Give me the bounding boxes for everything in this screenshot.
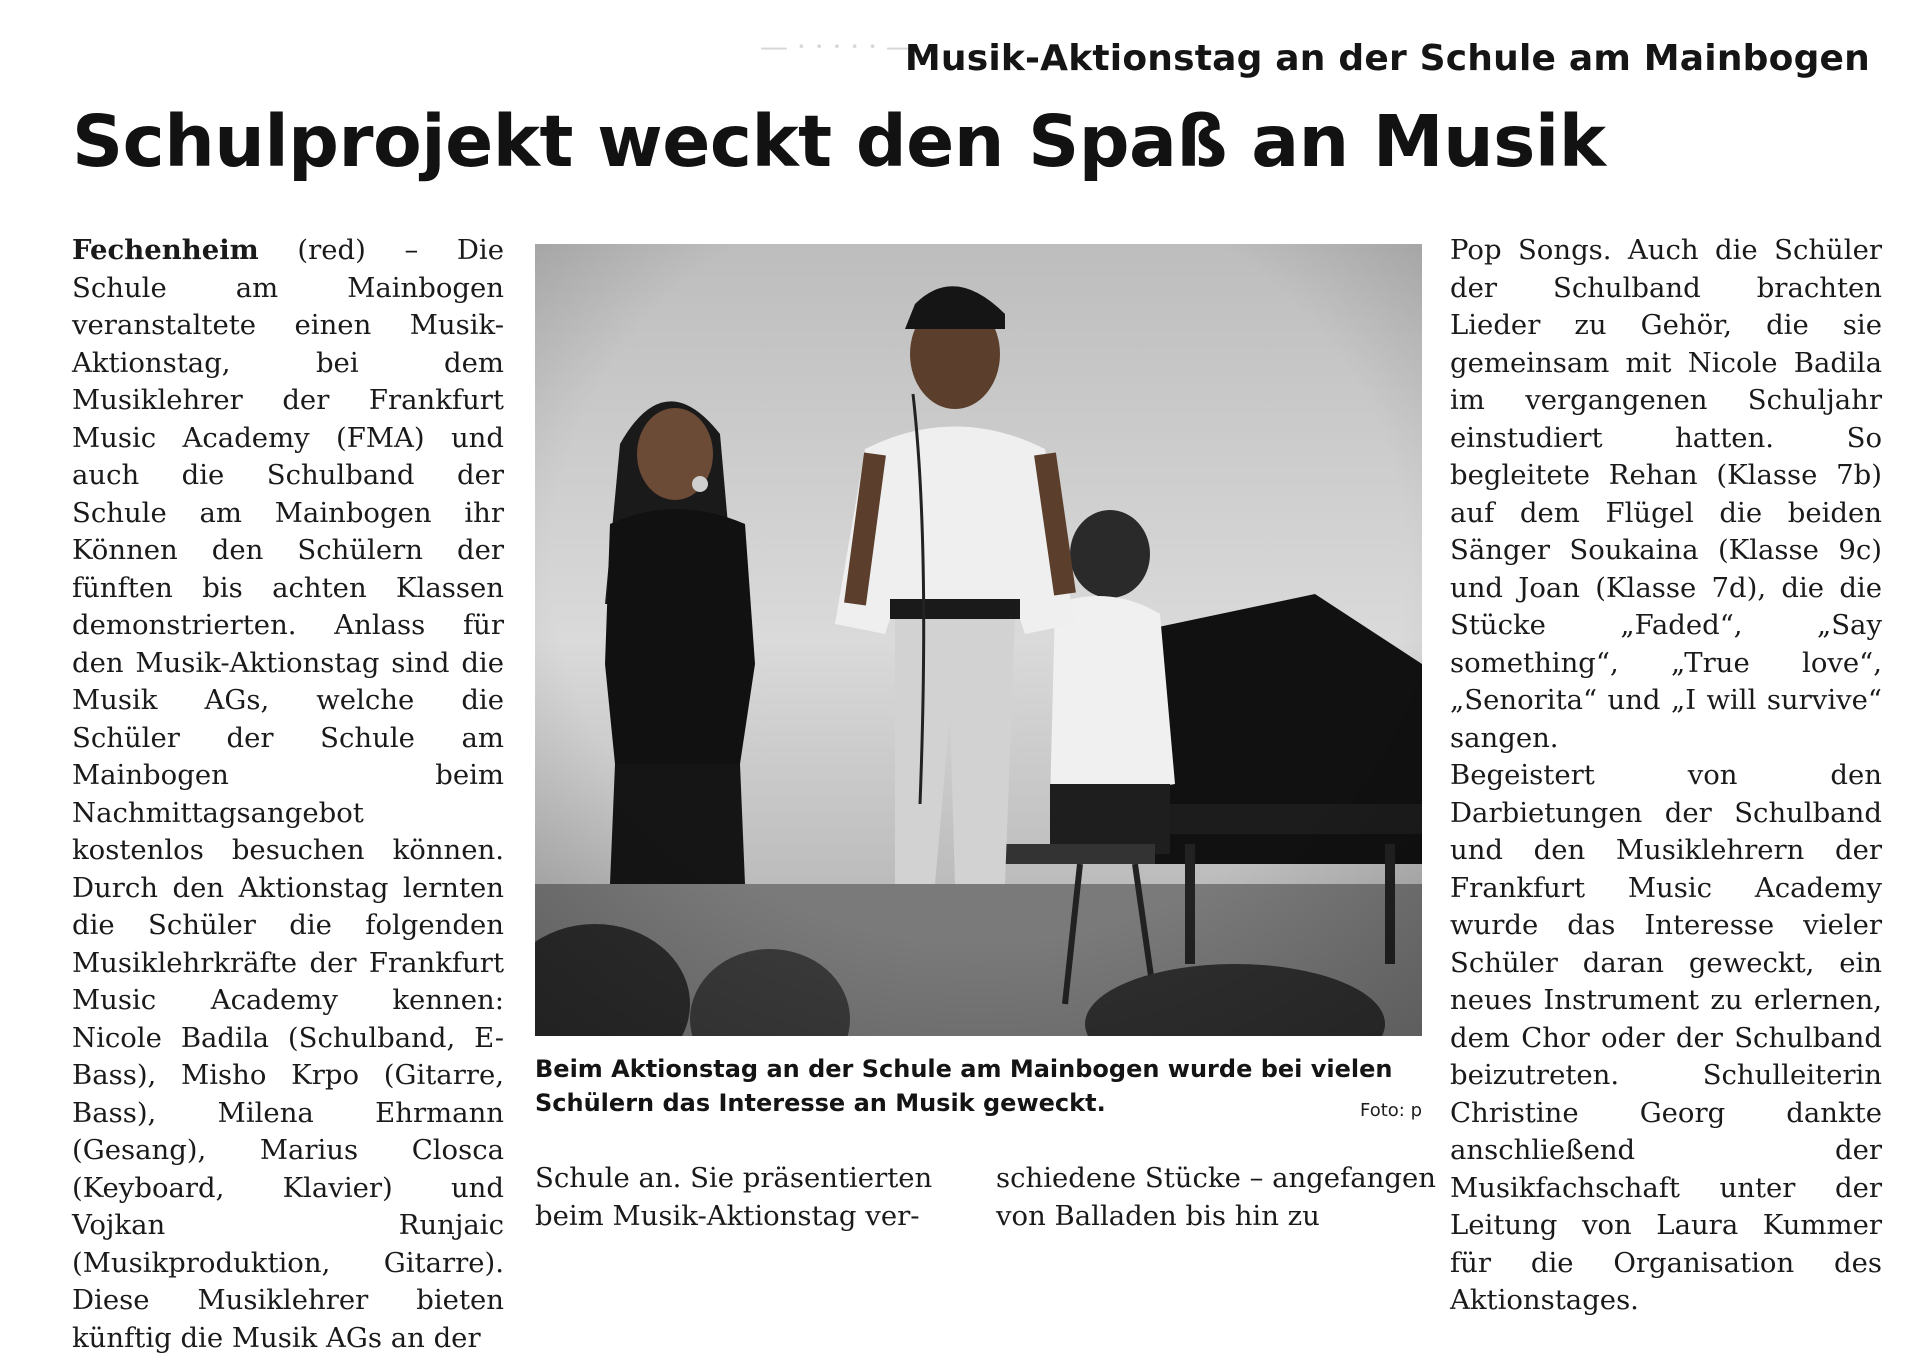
photo-caption: Beim Aktionstag an der Schule am Mainbogen wurde bei vielen Schülern das Interesse an Musik geweckt. — [535, 1055, 1393, 1117]
article-headline: Schulprojekt weckt den Spaß an Musik — [72, 100, 1606, 183]
article-kicker: Musik-Aktionstag an der Schule am Mainbogen — [904, 38, 1870, 79]
left-column-paragraph — [72, 232, 504, 1357]
left-column — [72, 232, 504, 1357]
right-column-paragraph-1: Pop Songs. Auch die Schüler der Schulband brachten Lieder zu Gehör, die sie gemeinsam mit Nicole Badila im vergangenen Schuljahr einstudiert hatten. So begleitete Rehan (Klasse 7b) auf dem Flügel die beiden Sänger Soukaina (Klasse 9c) und Joan (Klasse 7d), die die Stücke „Faded“, „Say something“, „True love“, „Senorita“ und „I will survive“ sangen. — [1450, 234, 1882, 754]
middle-column-2-text: schiedene Stücke – angefangen von Balladen bis hin zu — [996, 1162, 1436, 1232]
article-photo — [535, 244, 1422, 1036]
middle-column-2 — [996, 1160, 1436, 1235]
middle-column-1-text: Schule an. Sie präsentierten beim Musik-Aktionstag ver- — [535, 1162, 933, 1232]
photo-credit: Foto: p — [1360, 1100, 1423, 1121]
bleed-through-text: — · · · · · — — [760, 30, 914, 63]
right-column-paragraph-2: Begeistert von den Darbietungen der Schulband und den Musiklehrern der Frankfurt Music Academy wurde das Interesse vieler Schüler daran geweckt, ein neues Instrument zu erlernen, dem Chor oder der Schulband beizutreten. Schulleiterin Christine Georg dankte anschließend der Musikfachschaft unter der Leitung von Laura Kummer für die Organisation des Aktionstages. — [1450, 759, 1882, 1316]
dateline-location: Fechenheim — [72, 234, 259, 266]
middle-column-1 — [535, 1160, 968, 1235]
left-column-body: (red) – Die Schule am Mainbogen veranstaltete einen Musik-Aktionstag, bei dem Musiklehrer der Frankfurt Music Academy (FMA) und auch die Schulband der Schule am Mainbogen ihr Können den Schülern der fünften bis achten Klassen demonstrierten. Anlass für den Musik-Aktionstag sind die Musik AGs, welche die Schüler der Schule am Mainbogen beim Nachmittagsangebot kostenlos besuchen können. Durch den Aktionstag lernten die Schüler die folgenden Musiklehrkräfte der Frankfurt Music Academy kennen: Nicole Badila (Schulband, E-Bass), Misho Krpo (Gitarre, Bass), Milena Ehrmann (Gesang), Marius Closca (Keyboard, Klavier) und Vojkan Runjaic (Musikproduktion, Gitarre). Diese Musiklehrer bieten künftig die Musik AGs an der — [72, 234, 504, 1354]
right-column — [1450, 232, 1882, 1320]
concert-photo-illustration — [535, 244, 1422, 1036]
